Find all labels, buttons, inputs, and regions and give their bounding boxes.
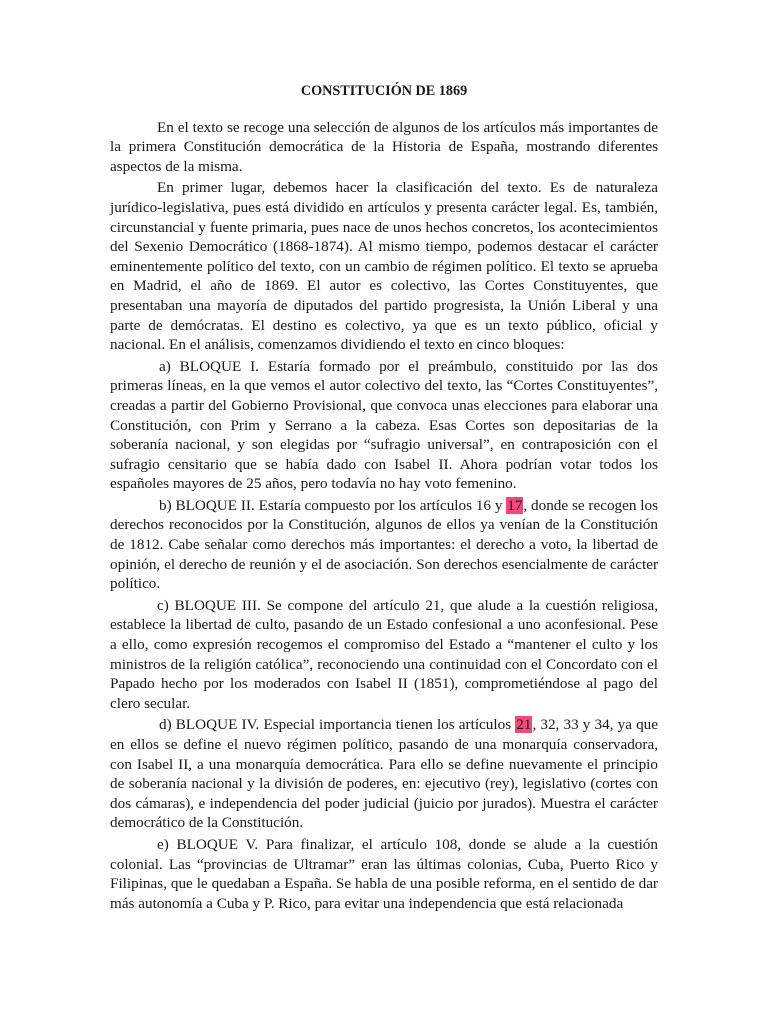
highlighted-article-21: 21 (516, 716, 532, 734)
bloque-2-paragraph (110, 496, 658, 594)
bloque-2-text-start: b) BLOQUE II. Estaría compuesto por los artículos 16 y (159, 496, 503, 514)
document-title: CONSTITUCIÓN DE 1869 (300, 83, 468, 99)
bloque-4-paragraph (110, 715, 658, 833)
bloque-5-paragraph: e) BLOQUE V. Para finalizar, el artículo 108, donde se alude a la cuestión colonial. Las “provincias de Ultramar” eran las últimas colonias, Cuba, Puerto Rico y Filipinas, que le quedaban a España. Se habla de una posible reforma, en el sentido de dar más autonomía a Cuba y P. Rico, para evitar una independencia que está relacionada (110, 835, 658, 912)
bloque-3-paragraph: c) BLOQUE III. Se compone del artículo 21, que alude a la cuestión religiosa, establece la libertad de culto, pasando de un Estado confesional a uno aconfesional. Pese a ello, como expresión recogemos el compromiso del Estado a “mantener el culto y los ministros de la religión católica”, reconociendo una continuidad con el Concordato con el Papado hecho por los moderados con Isabel II (1851), comprometiéndose al pago del clero secular. (110, 596, 658, 712)
bloque-1-paragraph: a) BLOQUE I. Estaría formado por el preámbulo, constituido por las dos primeras líneas, en la que vemos el autor colectivo del texto, las “Cortes Constituyentes”, creadas a partir del Gobierno Provisional, que convoca unas elecciones para elaborar una Constitución, con Prim y Serrano a la cabeza. Esas Cortes son depositarias de la soberanía nacional, y son elegidas por “sufragio universal”, en contraposición con el sufragio censitario que se había dado con Isabel II. Ahora podrían votar todos los españoles mayores de 25 años, pero todavía no hay voto femenino. (110, 357, 658, 493)
bloque-2-text-end: , donde se recogen los derechos reconocidos por la Constitución, algunos de ellos ya venían de la Constitución de 1812. Cabe señalar como derechos más importantes: el derecho a voto, la libertad de opinión, el derecho de reunión y el de asociación. Son derechos esencialmente de carácter político. (110, 496, 658, 593)
bloque-4-text-end: , 32, 33 y 34, ya que en ellos se define el nuevo régimen político, pasando de una monarquía conservadora, con Isabel II, a una monarquía democrática. Para ello se define nuevamente el principio de soberanía nacional y la división de poderes, en: ejecutivo (rey), legislativo (cortes con dos cámaras), e independencia del poder judicial (juicio por jurados). Muestra el carácter democrático de la Constitución. (110, 716, 659, 832)
bloque-4-text-start: d) BLOQUE IV. Especial importancia tienen los artículos (159, 716, 512, 734)
highlighted-article-17: 17 (507, 496, 523, 514)
intro-paragraph: En el texto se recoge una selección de algunos de los artículos más importantes de la primera Constitución democrática de la Historia de España, mostrando diferentes aspectos de la misma. (110, 118, 658, 175)
classification-paragraph: En primer lugar, debemos hacer la clasificación del texto. Es de naturaleza jurídico-legislativa, pues está dividido en artículos y presenta carácter legal. Es, también, circunstancial y fuente primaria, pues nace de unos hechos concretos, los acontecimientos del Sexenio Democrático (1868-1874). Al mismo tiempo, podemos destacar el carácter eminentemente político del texto, con un cambio de régimen político. El texto se aprueba en Madrid, el año de 1869. El autor es colectivo, las Cortes Constituyentes, que presentaban una mayoría de diputados del partido progresista, la Unión Liberal y una parte de demócratas. El destino es colectivo, ya que es un texto público, oficial y nacional. En el análisis, comenzamos dividiendo el texto en cinco bloques: (110, 179, 658, 354)
